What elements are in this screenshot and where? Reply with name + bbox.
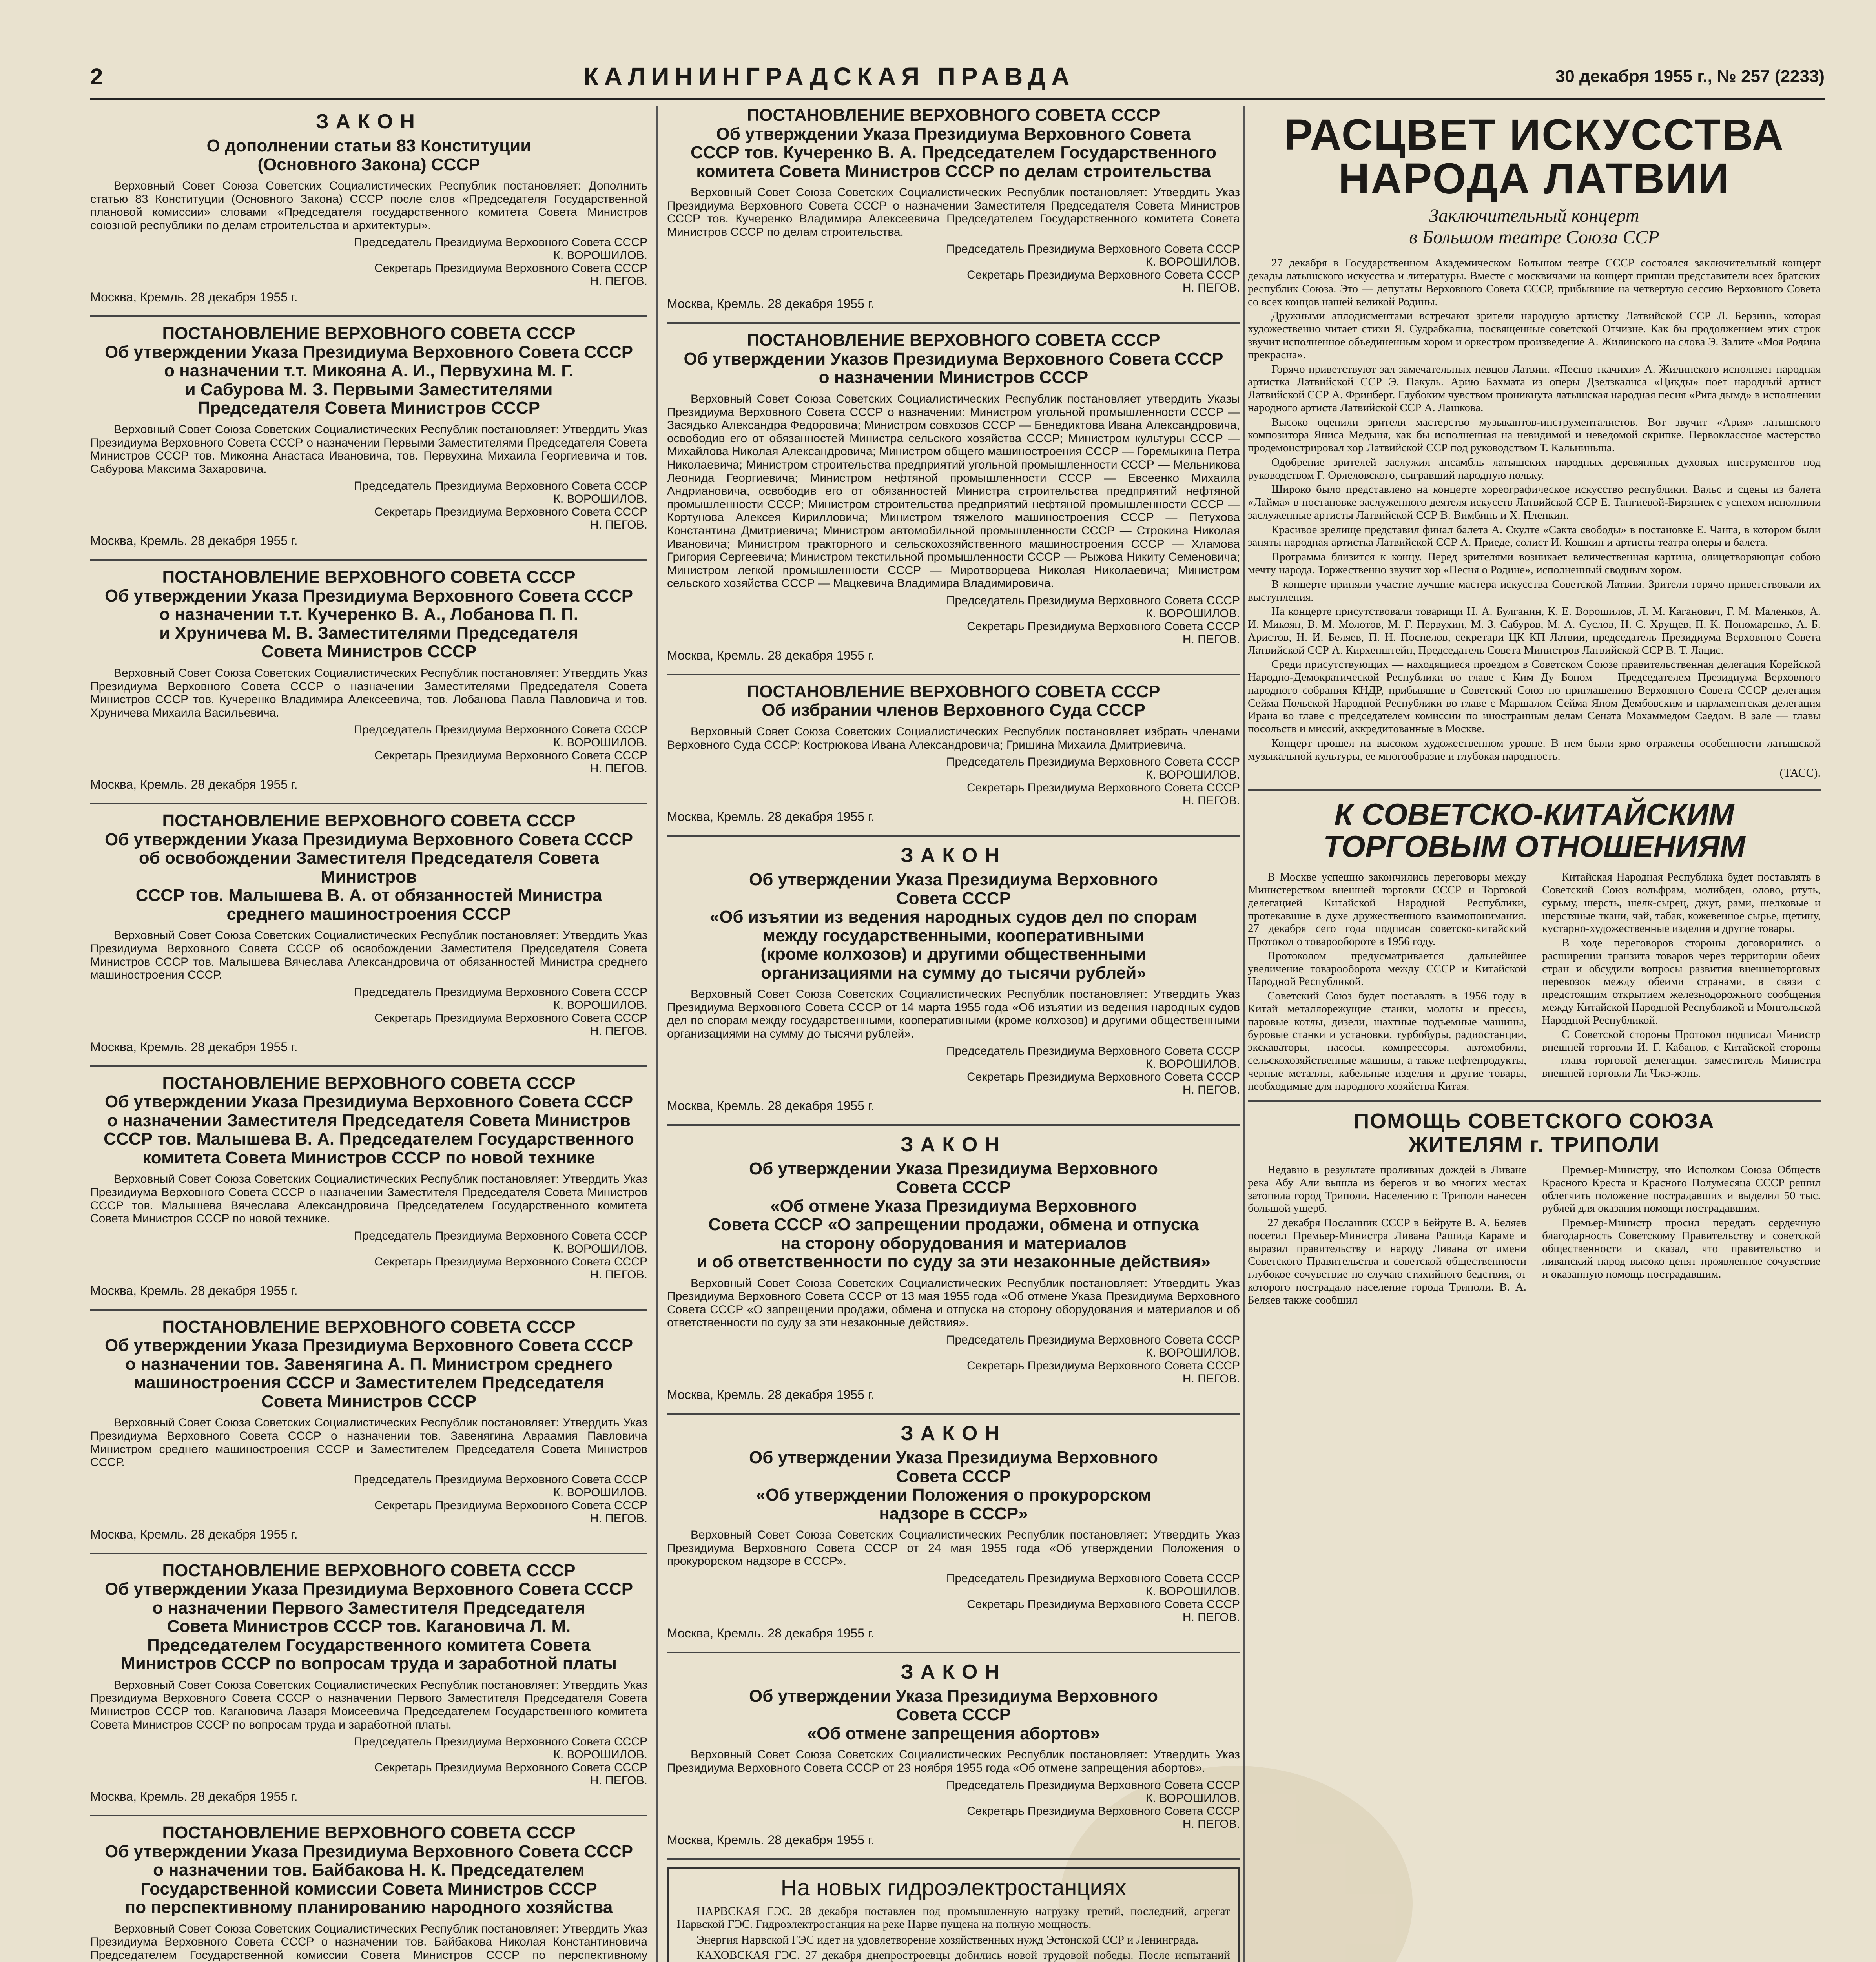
article-paragraph: 27 декабря Посланник СССР в Бейруте В. А. Беляев посетил Премьер-Министра Ливана Рашида Караме и выразил правительству и народу Ливана от имени Советского Правительства и советской общественности глубокое сочувствие по случаю стихийного бедствия, от которого пострадало население города Триполи. В. А. Беляев также сообщил <box>1248 1216 1526 1306</box>
decree <box>667 1133 1240 1402</box>
decree <box>667 331 1240 662</box>
article-latvia-body <box>1248 257 1821 762</box>
decree-signatures: Председатель Президиума Верховного Совета СССР К. ВОРОШИЛОВ. Секретарь Президиума Верховного Совета СССР Н. ПЕГОВ. <box>946 594 1240 646</box>
separator <box>90 559 647 561</box>
decree-signatures: Председатель Президиума Верховного Совета СССР К. ВОРОШИЛОВ. Секретарь Президиума Верховного Совета СССР Н. ПЕГОВ. <box>946 243 1240 295</box>
decree-heading: Об утверждении Указа Президиума Верховного Совета СССР «Об отмене Указа Президиума Верховного Совета СССР «О запрещении продажи, обмена и отпуска на сторону оборудования и материалов и об ответственности по суду за эти незаконные действия» <box>696 1159 1211 1272</box>
newspaper-name: КАЛИНИНГРАДСКАЯ ПРАВДА <box>583 62 1075 91</box>
article-paragraph: Премьер-Министр просил передать сердечную благодарность Советскому Правительству и советской общественности и сказал, что правительство и ливанский народ высоко ценят проявленное сочувствие и оказанную помощь пострадавшим. <box>1542 1216 1821 1281</box>
decree-text: Верховный Совет Союза Советских Социалистических Республик постановляет: Утвердить Указ Президиума Верховного Совета СССР о назначении Первого Заместителя Председателя Совета Министров СССР тов. Кагановича Лазаря Моисеевича Председателем Государственного комитета Совета Министров СССР по вопросам труда и заработной платы. <box>90 1678 647 1731</box>
article-trade-body <box>1248 871 1821 1094</box>
decree-dateline: Москва, Кремль. 28 декабря 1955 г. <box>667 1098 875 1113</box>
decree-dateline: Москва, Кремль. 28 декабря 1955 г. <box>90 1039 298 1054</box>
decree-signatures: Председатель Президиума Верховного Совета СССР К. ВОРОШИЛОВ. Секретарь Президиума Верховного Совета СССР Н. ПЕГОВ. <box>354 1229 647 1281</box>
hydro-news-paragraph: Энергия Нарвской ГЭС идет на удовлетворение хозяйственных нужд Эстонской ССР и Ленинграда. <box>696 1933 1199 1946</box>
decree-signatures: Председатель Президиума Верховного Совета СССР К. ВОРОШИЛОВ. Секретарь Президиума Верховного Совета СССР Н. ПЕГОВ. <box>354 723 647 775</box>
decree <box>667 682 1240 824</box>
column-decrees-middle <box>667 106 1240 1962</box>
decree-heading: ПОСТАНОВЛЕНИЕ ВЕРХОВНОГО СОВЕТА СССР Об утверждении Указа Президиума Верховного Совета СССР о назначении Заместителя Председателя Совета Министров СССР тов. Малышева В. А. Председателем Государственного комитета Совета Министров СССР по новой технике <box>104 1073 634 1167</box>
decree-dateline: Москва, Кремль. 28 декабря 1955 г. <box>90 290 298 305</box>
separator <box>90 1309 647 1311</box>
article-paragraph: Одобрение зрителей заслужил ансамбль латышских народных деревянных духовых инструментов под руководством Г. Орлеловского, сыгравший народную польку. <box>1248 456 1821 481</box>
decree-signatures: Председатель Президиума Верховного Совета СССР К. ВОРОШИЛОВ. Секретарь Президиума Верховного Совета СССР Н. ПЕГОВ. <box>354 236 647 288</box>
separator <box>1248 789 1821 791</box>
article-tripoli-title: ПОМОЩЬ СОВЕТСКОГО СОЮЗА ЖИТЕЛЯМ г. ТРИПОЛИ <box>1354 1109 1715 1156</box>
article-trade-right <box>1542 871 1821 1094</box>
hydro-news-box <box>667 1867 1240 1962</box>
article-paragraph: Протоколом предусматривается дальнейшее увеличение товарооборота между СССР и Китайской Народной Республикой. <box>1248 949 1526 988</box>
separator <box>667 1413 1240 1415</box>
decree-text: Верховный Совет Союза Советских Социалистических Республик постановляет: Утвердить Указ Президиума Верховного Совета СССР о назначении Заместителя Председателя Совета Министров СССР тов. Кучеренко Владимира Алексеевича Председателем Государственного комитета Совета Министров СССР по делам строительства. <box>667 186 1240 239</box>
column-articles <box>1248 106 1821 1962</box>
decree-heading: ПОСТАНОВЛЕНИЕ ВЕРХОВНОГО СОВЕТА СССР Об избрании членов Верховного Суда СССР <box>747 682 1160 720</box>
decree-dateline: Москва, Кремль. 28 декабря 1955 г. <box>90 534 298 548</box>
decree <box>90 1561 647 1804</box>
article-paragraph: Горячо приветствуют зал замечательных певцов Латвии. «Песню ткачихи» А. Жилинского исполняет народная артистка Латвийской ССР Э. Пакуль. Арию Бахмата из оперы Дзелзкалнса «Цикды» поет народный артист Латвийской ССР А. Фринберг. Глубоким чувством проникнута латышская народная песня «Рига дымд» в исполнении народного артиста Латвийской ССР А. Лашкова. <box>1248 363 1821 414</box>
decree-signatures: Председатель Президиума Верховного Совета СССР К. ВОРОШИЛОВ. Секретарь Президиума Верховного Совета СССР Н. ПЕГОВ. <box>946 1572 1240 1624</box>
decree-heading: ПОСТАНОВЛЕНИЕ ВЕРХОВНОГО СОВЕТА СССР Об утверждении Указа Президиума Верховного Совета СССР о назначении тов. Завенягина А. П. Министром среднего машиностроения СССР и Заместителем Председателя Совета Министров СССР <box>104 1317 633 1411</box>
hydro-news-title: На новых гидроэлектростанциях <box>780 1874 1127 1900</box>
article-trade-title: К СОВЕТСКО-КИТАЙСКИМ ТОРГОВЫМ ОТНОШЕНИЯМ <box>1323 797 1745 864</box>
decree-heading: ПОСТАНОВЛЕНИЕ ВЕРХОВНОГО СОВЕТА СССР Об утверждении Указа Президиума Верховного Совета СССР о назначении тов. Байбакова Н. К. Председателем Государственной комиссии Совета Министров СССР по перспективному планированию народного хозяйства <box>104 1823 633 1917</box>
decree-signatures: Председатель Президиума Верховного Совета СССР К. ВОРОШИЛОВ. Секретарь Президиума Верховного Совета СССР Н. ПЕГОВ. <box>354 480 647 532</box>
decree-text: Верховный Совет Союза Советских Социалистических Республик постановляет: Утвердить Указ Президиума Верховного Совета СССР о назначении Заместителя Председателя Совета Министров СССР тов. Малышева Вячеслава Александровича Председателем Государственного комитета Совета Министров СССР по новой технике. <box>90 1172 647 1225</box>
article-latvia-title: РАСЦВЕТ ИСКУССТВА НАРОДА ЛАТВИИ <box>1284 111 1785 203</box>
article-trade-left <box>1248 871 1526 1094</box>
decree-signatures: Председатель Президиума Верховного Совета СССР К. ВОРОШИЛОВ. Секретарь Президиума Верховного Совета СССР Н. ПЕГОВ. <box>946 1333 1240 1386</box>
decree-heading: ПОСТАНОВЛЕНИЕ ВЕРХОВНОГО СОВЕТА СССР Об утверждении Указа Президиума Верховного Совета СССР о назначении т.т. Микояна А. И., Первухина М. Г. и Сабурова М. З. Первыми Заместителями Председателя Совета Министров СССР <box>104 324 633 418</box>
article-tripoli-body <box>1248 1163 1821 1308</box>
tass-credit: (ТАСС). <box>1779 766 1821 780</box>
article-paragraph: С Советской стороны Протокол подписал Министр внешней торговли И. Г. Кабанов, с Китайской стороны — глава торговой делегации, заместитель Министра внешней торговли Ли Чжэ-жэнь. <box>1542 1028 1821 1079</box>
decree-dateline: Москва, Кремль. 28 декабря 1955 г. <box>667 810 875 824</box>
article-paragraph: Высоко оценили зрители мастерство музыкантов-инструменталистов. Вот звучит «Ария» латышского композитора Яниса Медыня, как бы исполненная на невидимой и неведомой скрипке. Первоклассное мастерство продемонстрировал хор Латвийской ССР под руководством Т. Кальниньша. <box>1248 416 1821 454</box>
decree-signatures: Председатель Президиума Верховного Совета СССР К. ВОРОШИЛОВ. Секретарь Президиума Верховного Совета СССР Н. ПЕГОВ. <box>354 985 647 1038</box>
decree-text: Верховный Совет Союза Советских Социалистических Республик постановляет: Утвердить Указ Президиума Верховного Совета СССР о назначении Заместителями Председателя Совета Министров СССР тов. Кучеренко Владимира Алексеевича, тов. Лобанова Павла Павловича и тов. Хруничева Михаила Васильевича. <box>90 666 647 719</box>
decree <box>90 811 647 1054</box>
decree-text: Верховный Совет Союза Советских Социалистических Республик постановляет: Утвердить Указ Президиума Верховного Совета СССР от 13 мая 1955 года «Об отмене Указа Президиума Верховного Совета СССР «О запрещении продажи, обмена и отпуска на сторону оборудования и материалов и об ответственности по суду за эти незаконные действия». <box>667 1276 1240 1329</box>
separator <box>667 674 1240 675</box>
decree-heading: ПОСТАНОВЛЕНИЕ ВЕРХОВНОГО СОВЕТА СССР Об утверждении Указа Президиума Верховного Совета СССР тов. Кучеренко В. А. Председателем Государственного комитета Совета Министров СССР по делам строительства <box>690 106 1216 181</box>
decree-text: Верховный Совет Союза Советских Социалистических Республик постановляет: Утвердить Указ Президиума Верховного Совета СССР от 24 мая 1955 года «Об утверждении Положения о прокурорском надзоре в СССР». <box>667 1528 1240 1568</box>
hydro-news-body <box>677 1905 1230 1962</box>
decree-dateline: Москва, Кремль. 28 декабря 1955 г. <box>90 777 298 792</box>
decree-dateline: Москва, Кремль. 28 декабря 1955 г. <box>90 1283 298 1298</box>
separator <box>667 1124 1240 1126</box>
separator <box>667 1858 1240 1860</box>
decree-heading: ПОСТАНОВЛЕНИЕ ВЕРХОВНОГО СОВЕТА СССР Об утверждении Указа Президиума Верховного Совета СССР о назначении Первого Заместителя Председателя Совета Министров СССР тов. Кагановича Л. М. Председателем Государственного комитета Совета Министров СССР по вопросам труда и заработной платы <box>104 1561 633 1674</box>
article-paragraph: Программа близится к концу. Перед зрителями возникает величественная картина, олицетворяющая собою мечту народа. Торжественно звучит хор «Песня о Родине», исполненный сводным хором. <box>1248 551 1821 576</box>
column-divider <box>1243 106 1245 1962</box>
decree-signatures: Председатель Президиума Верховного Совета СССР К. ВОРОШИЛОВ. Секретарь Президиума Верховного Совета СССР Н. ПЕГОВ. <box>354 1473 647 1525</box>
decree <box>90 1318 647 1542</box>
decree-text: Верховный Совет Союза Советских Социалистических Республик постановляет: Утвердить Указ Президиума Верховного Совета СССР от 23 ноября 1955 года «Об отмене запрещения абортов». <box>667 1748 1240 1775</box>
decree-signatures: Председатель Президиума Верховного Совета СССР К. ВОРОШИЛОВ. Секретарь Президиума Верховного Совета СССР Н. ПЕГОВ. <box>946 1044 1240 1096</box>
decree-kind: ЗАКОН <box>901 1422 1006 1445</box>
decree-dateline: Москва, Кремль. 28 декабря 1955 г. <box>667 1626 875 1640</box>
decree-dateline: Москва, Кремль. 28 декабря 1955 г. <box>667 1388 875 1402</box>
decree-heading: ПОСТАНОВЛЕНИЕ ВЕРХОВНОГО СОВЕТА СССР Об утверждении Указов Президиума Верховного Совета СССР о назначении Министров СССР <box>684 330 1223 387</box>
article-paragraph: Советский Союз будет поставлять в 1956 году в Китай металлорежущие станки, молоты и прессы, паровые котлы, дизели, шахтные подъемные машины, буровые станки и установки, турбобуры, радиостанции, экскаваторы, насосы, компрессоры, автомобили, сельскохозяйственные машины, а также нефтепродукты, черные металлы, кабельные изделия и другие товары, необходимые для народного хозяйства Китая. <box>1248 990 1526 1092</box>
decree-text: Верховный Совет Союза Советских Социалистических Республик постановляет: Дополнить статью 83 Конституции (Основного Закона) СССР после слов «Председателя Государственной плановой комиссии» словами «Председателя государственного комитета Совета Министров союзной республики по делам строительства и архитектуры». <box>90 179 647 232</box>
article-paragraph: В ходе переговоров стороны договорились о расширении транзита товаров через территории обеих стран и обсудили вопросы развития внешнеторговых перевозок между обеими странами, в связи с предстоящим открытием железнодорожного сообщения между Китайской Народной Республикой и Монгольской Народной Республикой. <box>1542 937 1821 1027</box>
separator <box>1248 1100 1821 1102</box>
decree-dateline: Москва, Кремль. 28 декабря 1955 г. <box>667 297 875 311</box>
article-paragraph: Дружными аплодисментами встречают зрители народную артистку Латвийской ССР Л. Берзинь, которая художественно читает стихи Я. Судрабкална, посвященные советской Отчизне. Как бы продолжением этих строк звучит исполненное объединенным хором и оркестром произведение А. Жилинского на слова Э. Залите «Моя Родина прекрасна». <box>1248 310 1821 361</box>
decree-heading: О дополнении статьи 83 Конституции (Основного Закона) СССР <box>206 136 531 174</box>
decree <box>667 106 1240 311</box>
decree <box>90 110 647 305</box>
decree-heading: Об утверждении Указа Президиума Верховного Совета СССР «Об изъятии из ведения народных судов дел по спорам между государственными, кооперативными (кроме колхозов) и другими общественными организациями на сумму до тысячи рублей» <box>709 870 1198 983</box>
hydro-news-paragraph: КАХОВСКАЯ ГЭС. 27 декабря днепростроевцы добились новой трудовой победы. После испытаний <box>696 1949 1230 1962</box>
separator <box>667 1652 1240 1653</box>
decree-kind: ЗАКОН <box>316 110 422 133</box>
article-paragraph: Недавно в результате проливных дождей в Ливане река Абу Али вышла из берегов и во многих местах затопила город Триполи. Населению г. Триполи нанесен большой ущерб. <box>1248 1163 1526 1215</box>
decree-heading: ПОСТАНОВЛЕНИЕ ВЕРХОВНОГО СОВЕТА СССР Об утверждении Указа Президиума Верховного Совета СССР об освобождении Заместителя Председателя Совета Министров СССР тов. Малышева В. А. от обязанностей Министра среднего машиностроения СССР <box>104 811 633 924</box>
decree-heading: ПОСТАНОВЛЕНИЕ ВЕРХОВНОГО СОВЕТА СССР Об утверждении Указа Президиума Верховного Совета СССР о назначении т.т. Кучеренко В. А., Лобанова П. П. и Хруничева М. В. Заместителями Председателя Совета Министров СССР <box>104 567 633 662</box>
decree-kind: ЗАКОН <box>901 1133 1006 1156</box>
decree-dateline: Москва, Кремль. 28 декабря 1955 г. <box>667 648 875 662</box>
decree-dateline: Москва, Кремль. 28 декабря 1955 г. <box>90 1789 298 1804</box>
article-paragraph: Красивое зрелище представил финал балета А. Скулте «Сакта свободы» в постановке Е. Чанга, в котором были заняты народная артистка Латвийской ССР А. Приеде, солист И. Кошкин и артисты театра оперы и балета. <box>1248 523 1821 549</box>
decree-dateline: Москва, Кремль. 28 декабря 1955 г. <box>667 1833 875 1847</box>
separator <box>90 1815 647 1816</box>
decree-dateline: Москва, Кремль. 28 декабря 1955 г. <box>90 1527 298 1541</box>
decree-signatures: Председатель Президиума Верховного Совета СССР К. ВОРОШИЛОВ. Секретарь Президиума Верховного Совета СССР Н. ПЕГОВ. <box>354 1735 647 1787</box>
decree-text: Верховный Совет Союза Советских Социалистических Республик постановляет: Утвердить Указ Президиума Верховного Совета СССР о назначении тов. Завенягина Авраамия Павловича Министром среднего машиностроения СССР и Заместителем Председателя Совета Министров СССР. <box>90 1416 647 1469</box>
article-tripoli-right <box>1542 1163 1821 1308</box>
hydro-news-paragraph: НАРВСКАЯ ГЭС. 28 декабря поставлен под промышленную нагрузку третий, последний, агрегат Нарвской ГЭС. Гидроэлектростанция на реке Нарве пущена на полную мощность. <box>677 1904 1230 1931</box>
article-paragraph: 27 декабря в Государственном Академическом Большом театре СССР состоялся заключительный концерт декады латышского искусства и литературы. Вместе с москвичами на концерт пришли представители всех братских республик Союза. Это — депутаты Верховного Совета СССР, прибывшие на четвертую сессию Верховного Совета со всех концов нашей великой Родины. <box>1248 257 1821 308</box>
decree-text: Верховный Совет Союза Советских Социалистических Республик постановляет: Утвердить Указ Президиума Верховного Совета СССР от 14 марта 1955 года «Об изъятии из ведения народных судов дел по спорам между государственными, кооперативными (кроме колхозов) и другими общественными организациями на сумму до тысячи рублей». <box>667 988 1240 1040</box>
article-paragraph: В Москве успешно закончились переговоры между Министерством внешней торговли СССР и Торговой делегацией Китайской Народной Республики, протекавшие в духе дружественного взаимопонимания. 27 декабря сего года подписан советско-китайский Протокол о товарообороте в 1956 году. <box>1248 871 1526 948</box>
decree-text: Верховный Совет Союза Советских Социалистических Республик постановляет: Утвердить Указ Президиума Верховного Совета СССР о назначении Первыми Заместителями Председателя Совета Министров СССР тов. Микояна Анастаса Ивановича, тов. Первухина Михаила Георгиевича и тов. Сабурова Максима Захаровича. <box>90 423 647 476</box>
decree-text: Верховный Совет Союза Советских Социалистических Республик постановляет утвердить Указы Президиума Верховного Совета СССР о назначении: Министром угольной промышленности СССР — Засядько Александра Федоровича; Министром совхозов СССР — Бенедиктова Ивана Александровича, освободив его от обязанностей Министра сельского хозяйства СССР; Министром культуры СССР — Михайлова Николая Александровича; Министром общего машиностроения СССР — Горемыкина Петра Николаевича; Министром строительства предприятий угольной промышленности СССР — Мельникова Леонида Георгиевича; Министром нефтяной промышленности СССР — Евсеенко Михаила Андриановича, освободив его от обязанностей Министра строительства предприятий нефтяной промышленности СССР; Министром строительства предприятий нефтяной промышленности СССР — Кортунова Алексея Кирилловича; Министром тяжелого машиностроения СССР — Петухова Константина Дмитриевича; Министром автомобильной промышленности СССР — Строкина Николая Ивановича; Министром тракторного и сельскохозяйственного машиностроения СССР — Хламова Григория Сергеевича; Министром текстильной промышленности СССР — Рыжова Никиту Семеновича; Министром легкой промышленности СССР — Миротворцева Николая Николаевича; Министром сельского хозяйства СССР — Мацкевича Владимира Владимировича. <box>667 392 1240 590</box>
separator <box>667 322 1240 324</box>
separator <box>90 803 647 804</box>
separator <box>90 315 647 317</box>
decree <box>667 1422 1240 1641</box>
article-tripoli-left <box>1248 1163 1526 1308</box>
decree-heading: Об утверждении Указа Президиума Верховного Совета СССР «Об отмене запрещения абортов» <box>749 1686 1158 1743</box>
article-paragraph: Премьер-Министру, что Исполком Союза Обществ Красного Креста и Красного Полумесяца СССР решил облегчить положение пострадавших и выделил 50 тыс. рублей для оказания помощи пострадавшим. <box>1542 1163 1821 1215</box>
article-paragraph: На концерте присутствовали товарищи Н. А. Булганин, К. Е. Ворошилов, Л. М. Каганович, Г. М. Маленков, А. И. Микоян, В. М. Молотов, М. Г. Первухин, М. З. Сабуров, М. А. Суслов, Н. С. Хрущев, П. К. Пономаренко, А. Б. Аристов, Н. И. Беляев, П. Н. Поспелов, секретари ЦК КП Латвии, председатель Президиума Верховного Совета Латвийской ССР А. Кирхенштейн, Председатель Совета Министров Латвийской ССР В. Т. Лацис. <box>1248 605 1821 656</box>
article-paragraph: Широко было представлено на концерте хореографическое искусство республики. Вальс и сцены из балета «Лайма» в постановке заслуженного деятеля искусств Латвийской ССР Е. Тангиевой-Бирзниек с успехом исполнили заслуженные артисты Латвийской ССР В. Вимбинь и Х. Пленкин. <box>1248 483 1821 521</box>
decree <box>90 1823 647 1962</box>
decree-text: Верховный Совет Союза Советских Социалистических Республик постановляет избрать членами Верховного Суда СССР: Кострюкова Ивана Александровича; Гришина Михаила Дмитриевича. <box>667 725 1240 751</box>
masthead-rule <box>90 98 1825 100</box>
decree-list <box>667 106 1240 1860</box>
separator <box>90 1065 647 1067</box>
decree <box>90 568 647 792</box>
page-number: 2 <box>90 64 103 89</box>
issue-date: 30 декабря 1955 г., № 257 (2233) <box>1555 67 1825 86</box>
decree-text: Верховный Совет Союза Советских Социалистических Республик постановляет: Утвердить Указ Президиума Верховного Совета СССР об освобождении Заместителя Председателя Совета Министров СССР тов. Малышева Вячеслава Александровича от обязанностей Министра среднего машиностроения СССР. <box>90 929 647 982</box>
decree <box>667 844 1240 1113</box>
decree <box>90 324 647 548</box>
column-decrees-left <box>90 106 647 1962</box>
decree-heading: Об утверждении Указа Президиума Верховного Совета СССР «Об утверждении Положения о прокурорском надзоре в СССР» <box>749 1448 1158 1523</box>
decree-kind: ЗАКОН <box>901 844 1006 867</box>
column-divider <box>656 106 658 1962</box>
article-paragraph: Среди присутствующих — находящиеся проездом в Советском Союзе правительственная делегация Корейской Народно-Демократической Республики во главе с Ким Ду Боном — Председателем Президиума Верховного народного собрания КНДР, прибывшие в Советский Союз по приглашению Верховного Совета СССР делегация Сейма Польской Народной Республики во главе с Маршалом Сейма Яном Дембовским и парламентская делегация Ирана во главе с председателем комиссии по иностранным делам Сената Мохаммедом Саедом. В зале — главы посольств и миссий, аккредитованные в Москве. <box>1248 658 1821 735</box>
article-paragraph: В концерте приняли участие лучшие мастера искусства Советской Латвии. Зрители горячо приветствовали их выступления. <box>1248 578 1821 604</box>
masthead <box>90 59 1825 94</box>
separator <box>90 1553 647 1554</box>
article-paragraph: Китайская Народная Республика будет поставлять в Советский Союз вольфрам, молибден, олово, ртуть, сурьму, шерсть, шелк-сырец, джут, рами, шелковые и шерстяные ткани, чай, табак, кожевенное сырье, щетину, кустарно-художественные изделия и другие товары. <box>1542 871 1821 935</box>
decree-signatures: Председатель Президиума Верховного Совета СССР К. ВОРОШИЛОВ. Секретарь Президиума Верховного Совета СССР Н. ПЕГОВ. <box>946 755 1240 808</box>
decree <box>90 1074 647 1298</box>
separator <box>667 835 1240 837</box>
decree-text: Верховный Совет Союза Советских Социалистических Республик постановляет: Утвердить Указ Президиума Верховного Совета СССР о назначении тов. Байбакова Николая Константиновича Председателем Государственной комиссии Совета Министров СССР по перспективному <box>90 1922 647 1962</box>
article-paragraph: Концерт прошел на высоком художественном уровне. В нем были ярко отражены особенности латышской музыкальной культуры, ее многообразие и глубокая народность. <box>1248 737 1821 762</box>
decree-kind: ЗАКОН <box>901 1660 1006 1683</box>
decree-signatures: Председатель Президиума Верховного Совета СССР К. ВОРОШИЛОВ. Секретарь Президиума Верховного Совета СССР Н. ПЕГОВ. <box>946 1778 1240 1831</box>
article-latvia-subtitle: Заключительный концерт в Большом театре Союза ССР <box>1409 205 1659 248</box>
decree <box>667 1660 1240 1847</box>
